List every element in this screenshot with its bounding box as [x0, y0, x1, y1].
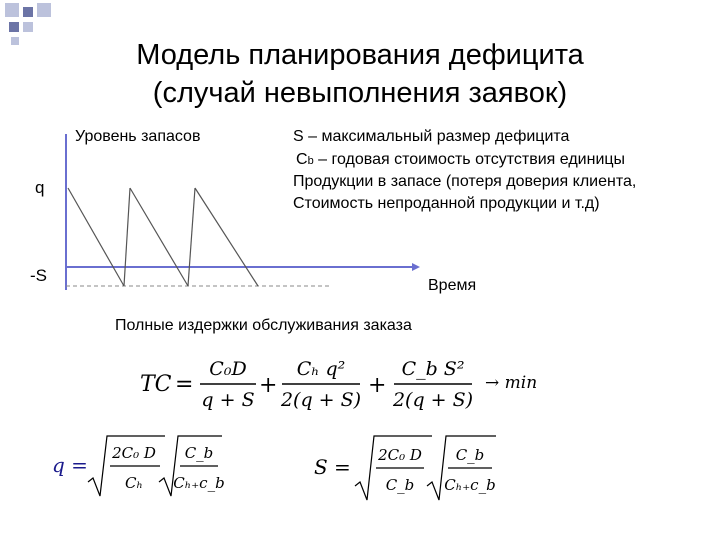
s-lhs: S = [314, 455, 351, 479]
tc-term1-den: q + S [201, 389, 255, 411]
q-root2-num: C_b [184, 444, 214, 462]
q-level-label: q [35, 178, 45, 197]
shortage-level-label: -S [30, 266, 47, 285]
q-root1-num: 2C₀ D [112, 444, 156, 462]
s-root2-num: C_b [455, 446, 485, 464]
note-line-1: S – максимальный размер дефицита [293, 128, 570, 145]
tc-term3-num: C_b S² [401, 358, 465, 380]
tc-arrow-min: → min [485, 373, 538, 393]
tc-term1-num: C₀D [209, 358, 247, 380]
q-root1-den: Cₕ [125, 474, 143, 492]
tc-lhs: TC [140, 372, 172, 397]
x-axis-label: Время [428, 277, 477, 294]
slide-title-line2: (случай невыполнения заявок) [152, 77, 568, 109]
note-symbol: C [296, 151, 308, 168]
note-line-3: Продукции в запасе (потеря доверия клиента, [293, 173, 637, 190]
q-root2-den: Cₕ₊c_b [173, 474, 225, 492]
tc-plus-1: + [259, 373, 278, 398]
slide-title-line1: Модель планирования дефицита [136, 39, 584, 71]
tc-eq: = [175, 372, 194, 397]
note-line-2-text: – годовая стоимость отсутствия единицы [313, 151, 626, 168]
note-symbol-sub: b [307, 155, 314, 167]
tc-term2-num: Cₕ q² [296, 358, 346, 380]
s-root2-den: Cₕ₊c_b [444, 476, 496, 494]
s-root1-den: C_b [385, 476, 415, 494]
q-lhs: q = [52, 453, 88, 477]
tc-term3-den: 2(q + S) [392, 389, 474, 411]
y-axis-label: Уровень запасов [75, 128, 201, 145]
s-root1-num: 2C₀ D [378, 446, 422, 464]
costs-caption: Полные издержки обслуживания заказа [115, 317, 412, 334]
tc-plus-2: + [368, 373, 387, 398]
tc-term2-den: 2(q + S) [280, 389, 362, 411]
note-line-4: Стоимость непроданной продукции и т.д) [293, 195, 600, 212]
